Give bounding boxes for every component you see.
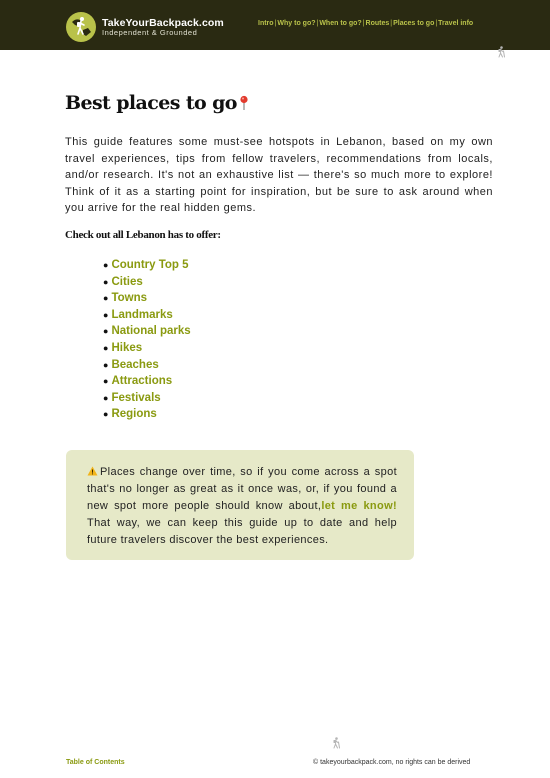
nav-places-to-go[interactable]: Places to go [393,20,435,27]
warning-icon [87,466,98,476]
brand-text [102,18,224,37]
link-cities[interactable]: Cities [111,275,143,288]
list-item: ● Landmarks [103,308,173,321]
brand-tagline: Independent & Grounded [102,27,198,37]
list-item: ● Attractions [103,375,173,388]
table-of-contents-link[interactable]: Table of Contents [66,759,125,766]
link-hikes[interactable]: Hikes [111,341,143,354]
list-item: ● Regions [103,408,157,421]
nav-travel-info[interactable]: Travel info [438,20,474,27]
list-item: ● Country Top 5 [103,259,189,271]
globe-hiker-icon [66,12,96,42]
hiker-icon [331,737,341,749]
map-pin-icon [239,95,249,111]
link-regions[interactable]: Regions [111,408,157,421]
link-beaches[interactable]: Beaches [111,358,159,371]
page-header [0,0,550,62]
footer-copyright: © takeyourbackpack.com, no rights can be derived [313,759,471,766]
nav-routes[interactable]: Routes [365,20,390,27]
places-list [103,257,191,423]
list-item: ● Cities [103,275,143,288]
nav-why-to-go[interactable]: Why to go? [277,20,316,27]
list-item: ● Hikes [103,341,143,354]
callout-text-after: That way, we can keep this guide up to date and help future travelers discover the best experiences. [87,517,397,546]
page-title [65,92,249,114]
list-item: ● National parks [103,325,191,338]
nav-when-to-go[interactable]: When to go? [319,20,362,27]
callout-text-before: Places change over time, so if you come across a spot that's no longer as great as it once was, or, if you found a new spot more people should know about, [87,466,397,512]
list-item: ● Beaches [103,358,159,371]
hiker-icon [496,46,506,58]
link-attractions[interactable]: Attractions [111,375,173,388]
list-item: ● Festivals [103,391,161,404]
link-towns[interactable]: Towns [111,292,147,305]
page-title-text: Best places to go [65,92,237,114]
brand-logo[interactable] [66,12,224,42]
callout-text [87,464,397,549]
top-nav: Intro|Why to go?|When to go?|Routes|Places to go|Travel info [258,20,474,27]
link-landmarks[interactable]: Landmarks [111,308,173,321]
intro-paragraph: This guide features some must-see hotspots in Lebanon, based on my own travel experiences, tips from fellow travelers, recommendations from locals, and/or research. It's not an exhaustive list — there's so much more to explore! Think of it as a starting point for inspiration, but be sure to ask around when you arrive for the real hidden gems. [65,136,493,214]
list-item: ● Towns [103,292,147,305]
update-callout [66,450,414,560]
brand-name: TakeYourBackpack.com [102,16,224,29]
link-country-top-5[interactable]: Country Top 5 [111,259,189,271]
section-subheading: Check out all Lebanon has to offer: [65,229,221,241]
link-festivals[interactable]: Festivals [111,391,161,404]
let-me-know-link[interactable]: let me know! [321,500,397,512]
nav-intro[interactable]: Intro [258,20,274,27]
link-national-parks[interactable]: National parks [111,325,191,338]
